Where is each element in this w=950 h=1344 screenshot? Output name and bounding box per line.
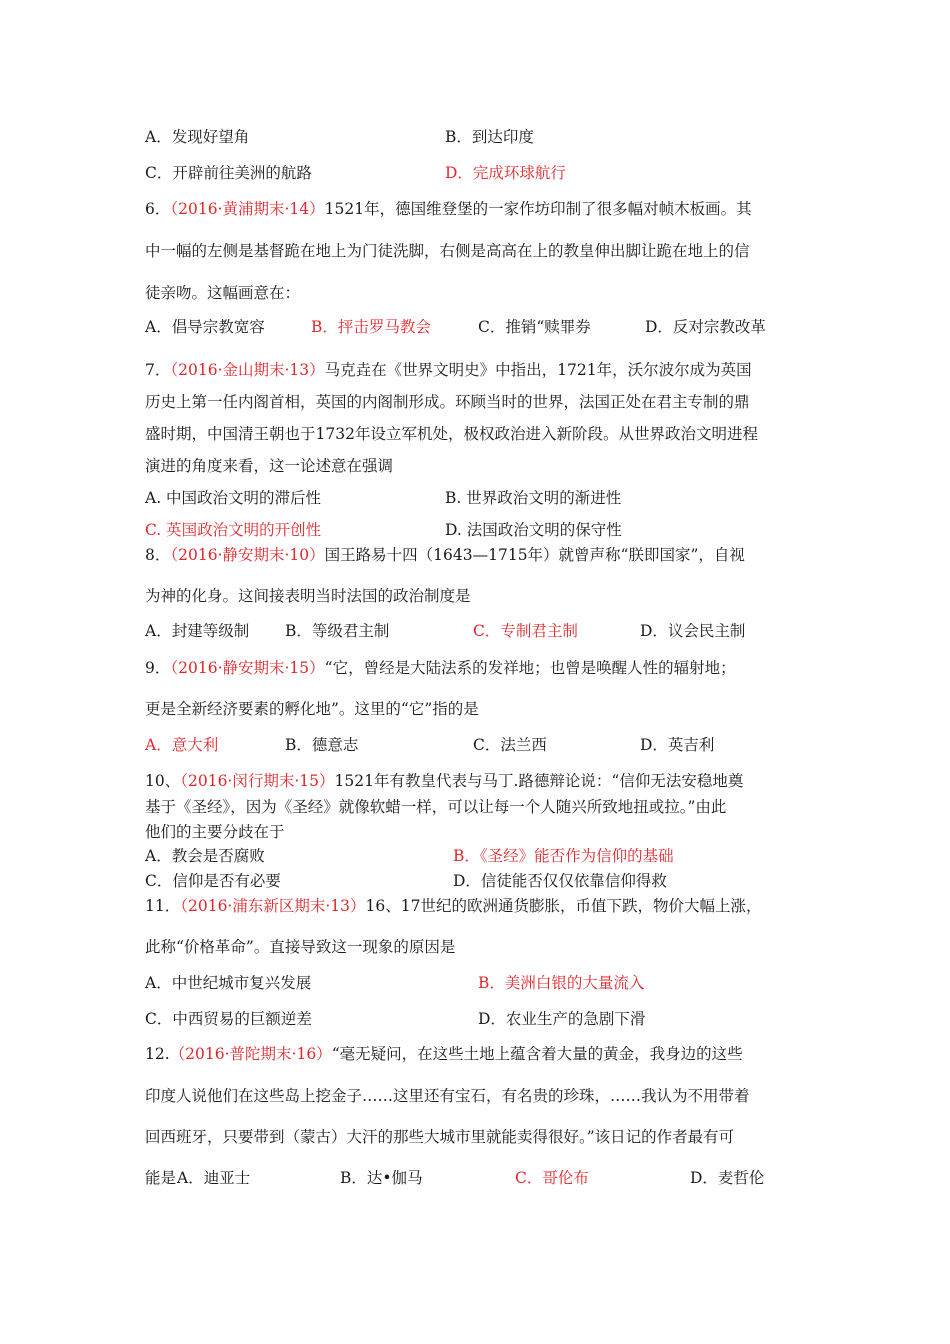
q7-option-d: D. 法国政治文明的保守性 [445, 521, 622, 539]
q12-line-4: 能是 [145, 1169, 177, 1187]
q10-line-3: 他们的主要分歧在于 [145, 823, 285, 841]
q12-option-c-answer: C．哥伦布 [515, 1169, 589, 1187]
q11-text-1: 16、17世纪的欧洲通货膨胀，币值下跌，物价大幅上涨， [365, 897, 762, 915]
q10-option-d: D．信徒能否仅仅依靠信仰得救 [453, 872, 667, 890]
q8-option-c-answer: C．专制君主制 [473, 622, 578, 640]
q9-option-d: D．英吉利 [640, 736, 715, 754]
q10-text-1: 1521年有教皇代表与马丁.路德辩论说：“信仰无法安稳地奠 [334, 772, 744, 790]
q9-line-2: 更是全新经济要素的孵化地”。这里的“它”指的是 [145, 700, 479, 718]
q9-option-b: B．德意志 [285, 736, 359, 754]
q9-option-a-answer: A．意大利 [145, 736, 219, 754]
q8-source: （2016·静安期末·10） [170, 546, 325, 564]
q7-option-a: A. 中国政治文明的滞后性 [145, 489, 322, 507]
q7-option-b: B. 世界政治文明的渐进性 [445, 489, 622, 507]
q6-line-2: 中一幅的左侧是基督跪在地上为门徒洗脚，右侧是高高在上的教皇伸出脚让跪在地上的信 [145, 242, 750, 260]
q6-option-a: A．倡导宗教宽容 [145, 318, 265, 336]
q11-option-b-answer: B．美洲白银的大量流入 [478, 974, 645, 992]
q7-line-3: 盛时期，中国清王朝也于1732年设立军机处，极权政治进入新阶段。从世界政治文明进程 [145, 425, 758, 443]
q8-number: 8． [145, 546, 171, 564]
q12-line-3: 回西班牙，只要带到（蒙古）大汗的那些大城市里就能卖得很好。”该日记的作者最有可 [145, 1128, 735, 1146]
q12-option-d: D．麦哲伦 [690, 1169, 765, 1187]
q7-line-2: 历史上第一任内阁首相，英国的内阁制形成。环顾当时的世界，法国正处在君主专制的鼎 [145, 393, 750, 411]
q11-option-a: A．中世纪城市复兴发展 [145, 974, 312, 992]
q7-number: 7． [145, 361, 171, 379]
q6-option-b-answer: B．抨击罗马教会 [311, 318, 431, 336]
q7-option-c-answer: C. 英国政治文明的开创性 [145, 521, 322, 539]
q8-option-d: D．议会民主制 [640, 622, 746, 640]
q10-option-c: C．信仰是否有必要 [145, 872, 281, 890]
q7-line-1 [145, 359, 752, 381]
q11-source: （2016·浦东新区期末·13） [180, 897, 366, 915]
q10-option-a: A．教会是否腐败 [145, 847, 265, 865]
q11-line-1 [145, 895, 761, 917]
q8-text-1: 国王路易十四（1643—1715年）就曾声称“朕即国家”，自视 [324, 546, 745, 564]
q10-line-2: 基于《圣经》，因为《圣经》就像软蜡一样，可以让每一个人随兴所致地扭或拉。”由此 [145, 798, 727, 816]
q9-option-c: C．法兰西 [473, 736, 547, 754]
q11-number: 11． [145, 897, 181, 915]
q8-option-b: B．等级君主制 [285, 622, 390, 640]
q12-line-2: 印度人说他们在这些岛上挖金子……这里还有宝石，有名贵的珍珠，……我认为不用带着 [145, 1087, 750, 1105]
q7-source: （2016·金山期末·13） [170, 361, 325, 379]
q6-text-1: 1521年，德国维登堡的一家作坊印制了很多幅对帧木板画。其 [324, 200, 752, 218]
q8-line-1 [145, 544, 745, 566]
q7-line-4: 演进的角度来看，这一论述意在强调 [145, 457, 394, 475]
q10-line-1 [145, 770, 743, 792]
q5-option-b: B．到达印度 [445, 128, 534, 146]
q11-option-d: D．农业生产的急剧下滑 [478, 1010, 646, 1028]
q6-number: 6． [145, 200, 171, 218]
q12-option-a: A．迪亚士 [177, 1169, 251, 1187]
q12-option-b: B．达•伽马 [340, 1169, 423, 1187]
q6-option-c: C．推销“赎罪券 [478, 318, 591, 336]
q10-source: （2016·闵行期末·15） [180, 772, 335, 790]
q5-option-c: C．开辟前往美洲的航路 [145, 164, 312, 182]
q6-option-d: D．反对宗教改革 [645, 318, 766, 336]
q8-option-a: A．封建等级制 [145, 622, 250, 640]
q9-text-1: “它，曾经是大陆法系的发祥地；也曾是唤醒人性的辐射地； [324, 659, 736, 677]
q10-option-b-answer: B．《圣经》能否作为信仰的基础 [453, 847, 674, 865]
q6-source: （2016·黄浦期末·14） [170, 200, 325, 218]
q11-option-c: C．中西贸易的巨额逆差 [145, 1010, 312, 1028]
q8-line-2: 为神的化身。这间接表明当时法国的政治制度是 [145, 587, 471, 605]
q6-line-1 [145, 198, 752, 220]
q9-line-1 [145, 657, 736, 679]
q12-line-1 [145, 1043, 743, 1065]
q12-number: 12. [145, 1045, 170, 1063]
q10-number: 10、 [145, 772, 181, 790]
q9-source: （2016·静安期末·15） [170, 659, 325, 677]
q11-line-2: 此称“价格革命”。直接导致这一现象的原因是 [145, 938, 456, 956]
q6-line-3: 徒亲吻。这幅画意在： [145, 284, 301, 302]
q5-option-a: A．发现好望角 [145, 128, 250, 146]
q5-option-d-answer: D．完成环球航行 [445, 164, 566, 182]
q7-text-1: 马克垚在《世界文明史》中指出，1721年，沃尔波尔成为英国 [324, 361, 752, 379]
q12-text-1: “毫无疑问，在这些土地上蕴含着大量的黄金，我身边的这些 [331, 1045, 743, 1063]
q9-number: 9． [145, 659, 171, 677]
q12-source: （2016·普陀期末·16） [169, 1045, 332, 1063]
